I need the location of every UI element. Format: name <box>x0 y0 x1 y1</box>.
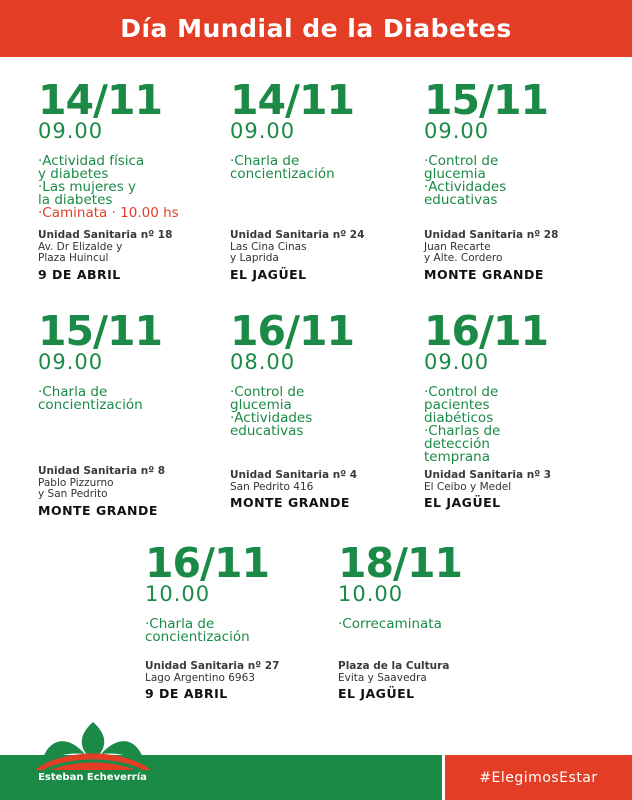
event-activity: ·Charlas de detección temprana <box>424 423 501 465</box>
footer-hashtag-bar <box>445 755 632 800</box>
location-name: Unidad Sanitaria nº 3 <box>424 469 552 481</box>
event-location <box>38 466 238 519</box>
location-address: El Ceibo y Medel <box>424 480 512 493</box>
location-name: Unidad Sanitaria nº 24 <box>230 229 365 241</box>
event-time: 10.00 <box>338 582 404 606</box>
event-activity: ·Caminata · 10.00 hs <box>38 205 179 221</box>
event-time: 09.00 <box>38 119 104 143</box>
location-name: Unidad Sanitaria nº 27 <box>145 660 280 672</box>
event-card <box>424 307 614 510</box>
location-address: Lago Argentino 6963 <box>145 671 255 684</box>
event-date: 14/11 <box>230 76 355 124</box>
location-address: Las Cina Cinas <box>230 240 307 253</box>
location-address: y Laprida <box>230 252 279 264</box>
event-activity: ·Control de glucemia <box>424 153 499 182</box>
event-activity: ·Actividades educativas <box>424 179 507 208</box>
event-activity: ·Charla de concientización <box>230 153 335 182</box>
location-city: MONTE GRANDE <box>424 266 544 282</box>
location-address: y San Pedrito <box>38 488 108 500</box>
location-city: EL JAGÜEL <box>424 495 501 510</box>
location-name: Unidad Sanitaria nº 28 <box>424 229 559 241</box>
location-address: Pablo Pizzurno <box>38 476 114 489</box>
event-location <box>338 661 538 702</box>
event-date: 15/11 <box>38 307 163 355</box>
event-date: 14/11 <box>38 76 163 124</box>
event-card <box>38 307 228 518</box>
event-activity: ·Charla de concientización <box>145 616 250 645</box>
event-time: 10.00 <box>145 582 211 606</box>
event-card <box>230 76 420 282</box>
event-activity: ·Control de pacientes diabéticos <box>424 384 499 426</box>
event-activity: ·Actividad física y diabetes <box>38 153 145 182</box>
event-activity: ·Charla de concientización <box>38 384 143 413</box>
location-city: MONTE GRANDE <box>230 495 350 510</box>
location-city: EL JAGÜEL <box>230 266 307 282</box>
event-location <box>38 230 238 283</box>
brand-name: Esteban Echeverría <box>38 772 147 783</box>
location-name: Plaza de la Cultura <box>338 660 450 672</box>
event-activity: ·Correcaminata <box>338 616 442 632</box>
hashtag-text: #ElegimosEstar <box>479 769 598 786</box>
event-date: 16/11 <box>145 539 270 587</box>
event-location <box>145 661 345 702</box>
location-address: Plaza Huincul <box>38 252 109 264</box>
event-card <box>424 76 614 282</box>
location-address: y Alte. Cordero <box>424 252 503 264</box>
event-time: 09.00 <box>424 350 490 374</box>
location-address: San Pedrito 416 <box>230 480 314 493</box>
location-city: 9 DE ABRIL <box>145 686 228 701</box>
location-city: EL JAGÜEL <box>338 686 415 701</box>
location-name: Unidad Sanitaria nº 18 <box>38 229 173 241</box>
event-time: 08.00 <box>230 350 296 374</box>
brand-logo <box>25 720 160 800</box>
event-activity: ·Las mujeres y la diabetes <box>38 179 137 208</box>
event-date: 15/11 <box>424 76 549 124</box>
location-address: Av. Dr Elizalde y <box>38 240 123 253</box>
event-card <box>230 307 420 510</box>
event-card <box>338 539 528 701</box>
event-card <box>145 539 335 701</box>
event-date: 16/11 <box>424 307 549 355</box>
event-time: 09.00 <box>230 119 296 143</box>
header-banner <box>0 0 632 57</box>
event-date: 16/11 <box>230 307 355 355</box>
event-time: 09.00 <box>38 350 104 374</box>
location-address: Juan Recarte <box>424 240 491 253</box>
location-city: 9 DE ABRIL <box>38 266 121 282</box>
event-time: 09.00 <box>424 119 490 143</box>
event-activity: ·Actividades educativas <box>230 410 313 439</box>
event-date: 18/11 <box>338 539 463 587</box>
location-city: MONTE GRANDE <box>38 502 158 518</box>
event-location <box>230 470 430 511</box>
event-activity: ·Control de glucemia <box>230 384 305 413</box>
leaf-icon <box>33 720 153 770</box>
location-name: Unidad Sanitaria nº 8 <box>38 465 166 477</box>
page-title: Día Mundial de la Diabetes <box>120 14 512 43</box>
location-name: Unidad Sanitaria nº 4 <box>230 469 358 481</box>
event-location <box>230 230 430 283</box>
event-card <box>38 76 228 282</box>
event-location <box>424 230 624 283</box>
event-location <box>424 470 624 511</box>
location-address: Evita y Saavedra <box>338 671 427 684</box>
